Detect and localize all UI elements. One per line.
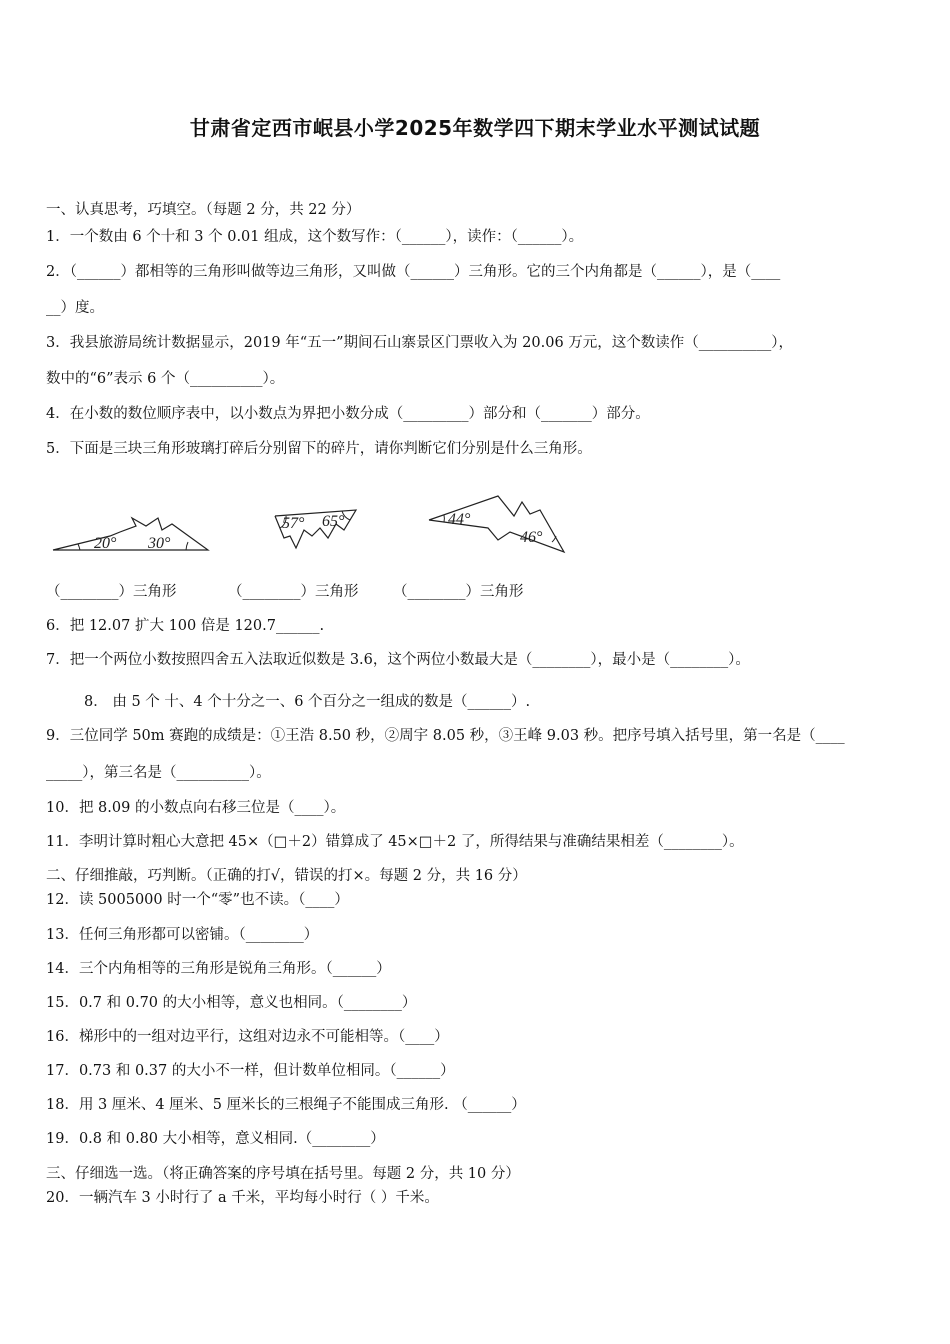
question-17: 17．0.73 和 0.37 的大小不一样，但计数单位相同。（______） xyxy=(46,1063,455,1079)
question-8: 8． 由 5 个 十、4 个十分之一、6 个百分之一组成的数是（______）. xyxy=(84,694,531,710)
triangle-3-angle-a: 44° xyxy=(448,511,471,528)
question-9-line-1: 9．三位同学 50m 赛跑的成绩是：①王浩 8.50 秒，②周宇 8.05 秒，③王峰 9.03 秒。把序号填入括号里，第一名是（____ xyxy=(46,728,845,744)
question-2-line-2: __）度。 xyxy=(46,300,104,316)
triangle-fragment-1 xyxy=(50,512,210,556)
question-19: 19．0.8 和 0.80 大小相等，意义相同.（________） xyxy=(46,1131,385,1147)
question-10: 10．把 8.09 的小数点向右移三位是（____）。 xyxy=(46,800,346,816)
question-20: 20．一辆汽车 3 小时行了 a 千米，平均每小时行（ ）千米。 xyxy=(46,1190,439,1206)
question-18: 18．用 3 厘米、4 厘米、5 厘米长的三根绳子不能围成三角形. （______） xyxy=(46,1097,526,1113)
triangle-answer-row xyxy=(46,580,524,601)
question-4: 4．在小数的数位顺序表中，以小数点为界把小数分成（_________）部分和（_______）部分。 xyxy=(46,406,650,422)
triangle-1-angle-b: 30° xyxy=(148,535,171,552)
triangle-2-angle-a: 57° xyxy=(282,515,305,532)
section-1-header: 一、认真思考，巧填空。（每题 2 分，共 22 分） xyxy=(46,202,361,218)
triangle-1-angle-a: 20° xyxy=(94,535,117,552)
question-11: 11．李明计算时粗心大意把 45×（□＋2）错算成了 45×□＋2 了，所得结果与准确结果相差（________）。 xyxy=(46,834,744,850)
question-3-line-1: 3．我县旅游局统计数据显示，2019 年“五一”期间石山寨景区门票收入为 20.06 万元，这个数读作（__________）， xyxy=(46,335,794,351)
question-16: 16．梯形中的一组对边平行，这组对边永不可能相等。（____） xyxy=(46,1029,449,1045)
question-15: 15．0.7 和 0.70 的大小相等，意义也相同。（________） xyxy=(46,995,417,1011)
triangle-fragment-2 xyxy=(272,502,362,552)
question-7: 7．把一个两位小数按照四舍五入法取近似数是 3.6，这个两位小数最大是（________），最小是（________）。 xyxy=(46,652,750,668)
question-3-line-2: 数中的“6”表示 6 个（__________）。 xyxy=(46,371,285,387)
question-13: 13．任何三角形都可以密铺。（________） xyxy=(46,927,319,943)
triangle-fragment-3 xyxy=(426,490,568,556)
question-2-line-1: 2．（______）都相等的三角形叫做等边三角形，又叫做（______）三角形。它的三个内角都是（______），是（____ xyxy=(46,264,781,280)
question-14: 14．三个内角相等的三角形是锐角三角形。（______） xyxy=(46,961,391,977)
triangle-3-angle-b: 46° xyxy=(520,529,543,546)
triangle-2-answer: （________）三角形 xyxy=(228,584,359,600)
question-1: 1．一个数由 6 个十和 3 个 0.01 组成，这个数写作：（______），读作：（______）。 xyxy=(46,229,584,245)
question-6: 6．把 12.07 扩大 100 倍是 120.7______. xyxy=(46,618,325,634)
question-5: 5．下面是三块三角形玻璃打碎后分别留下的碎片，请你判断它们分别是什么三角形。 xyxy=(46,441,592,457)
triangle-2-angle-b: 65° xyxy=(322,513,345,530)
section-2-header: 二、仔细推敲，巧判断。（正确的打√，错误的打×。每题 2 分，共 16 分） xyxy=(46,868,527,884)
question-9-line-2: _____），第三名是（__________）。 xyxy=(46,765,271,781)
section-3-header: 三、仔细选一选。（将正确答案的序号填在括号里。每题 2 分，共 10 分） xyxy=(46,1166,520,1182)
triangle-1-answer: （________）三角形 xyxy=(46,584,177,600)
triangle-3-answer: （________）三角形 xyxy=(393,584,524,600)
question-12: 12．读 5005000 时一个“零”也不读。（____） xyxy=(46,892,349,908)
page-title: 甘肃省定西市岷县小学2025年数学四下期末学业水平测试试题 xyxy=(189,116,761,140)
